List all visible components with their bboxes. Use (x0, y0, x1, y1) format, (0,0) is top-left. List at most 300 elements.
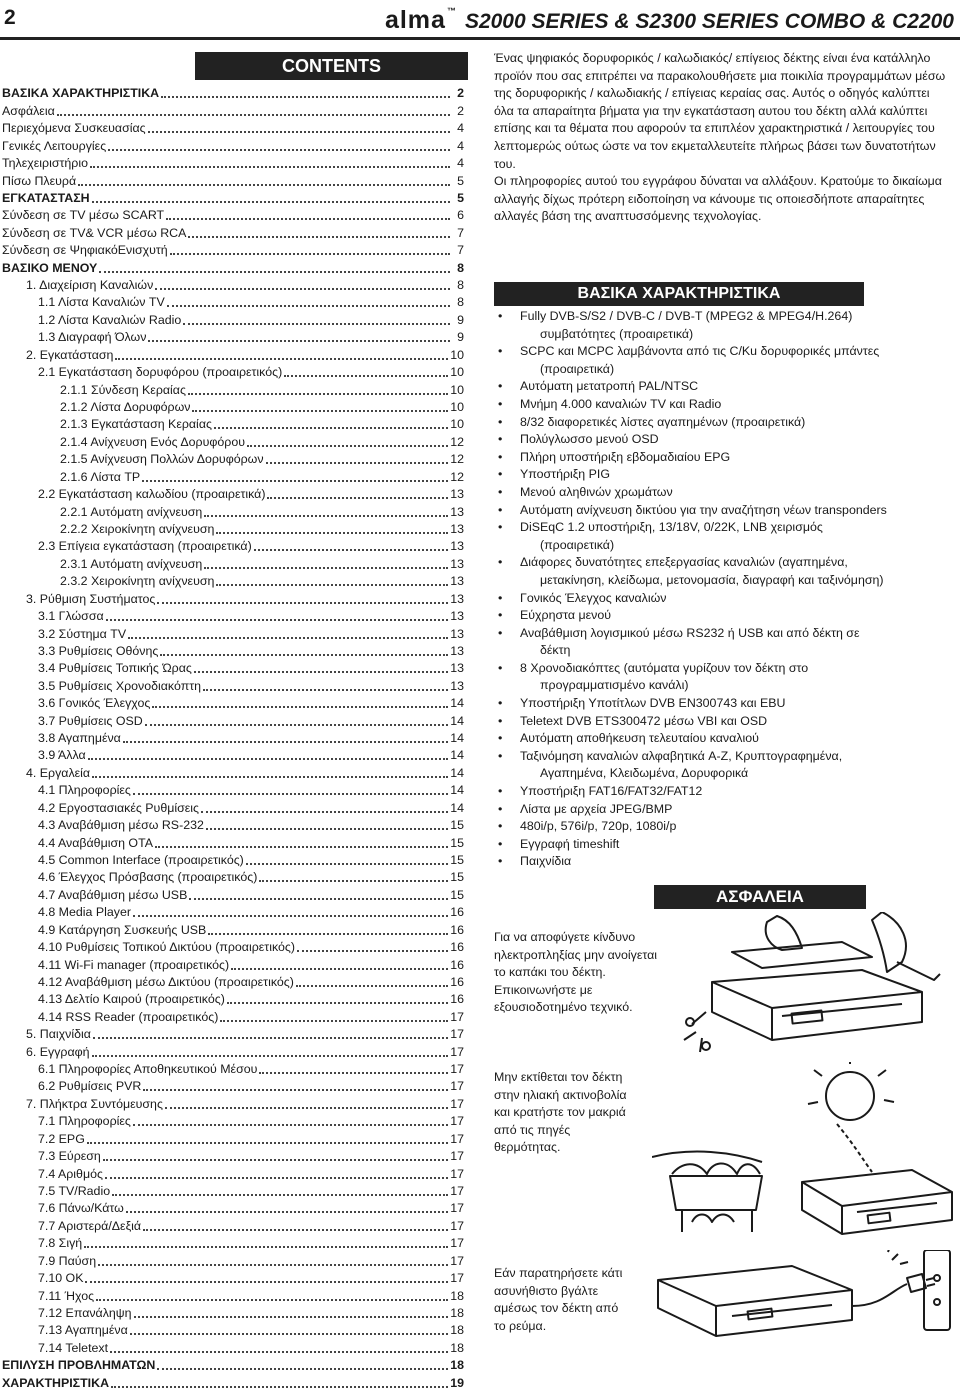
toc-entry-title: 2. Εγκατάσταση (26, 347, 114, 362)
toc-leader-dots (87, 1142, 448, 1144)
heat-warning-illustration (652, 1062, 960, 1250)
toc-entry (0, 955, 464, 972)
toc-entry-title: ΒΑΣΙΚΟ ΜΕΝΟΥ (2, 260, 98, 275)
toc-entry-title: 4.8 Media Player (38, 905, 131, 920)
toc-leader-dots (115, 358, 448, 360)
toc-entry-page: 7 (457, 225, 464, 240)
toc-entry-title: 3.7 Ρυθμίσεις OSD (38, 713, 143, 728)
feature-text: Υποστήριξη Υποτίτλων DVB EN300743 και EBU (520, 696, 786, 711)
toc-entry-page: 17 (450, 1009, 464, 1024)
toc-leader-dots (92, 776, 448, 778)
toc-entry (0, 1199, 464, 1216)
toc-leader-dots (155, 288, 450, 290)
toc-entry (0, 1251, 464, 1268)
toc-leader-dots (208, 933, 448, 935)
toc-entry-page: 16 (450, 940, 464, 955)
toc-entry-title: 3.4 Ρυθμίσεις Τοπικής Ώρας (38, 661, 192, 676)
feature-text: Ταξινόμηση καναλιών αλφαβητικά A-Z, Κρυπτογραφημένα, (520, 748, 843, 763)
toc-leader-dots (126, 1211, 448, 1213)
toc-entry-title: Σύνδεση σε ΨηφιακόΕνισχυτή (2, 243, 168, 258)
toc-entry (0, 1304, 464, 1321)
toc-entry-page: 15 (450, 852, 464, 867)
toc-entry (0, 502, 464, 519)
toc-entry-page: 14 (450, 748, 464, 763)
toc-entry (0, 241, 464, 258)
toc-entry-page: 15 (450, 870, 464, 885)
toc-entry-page: 4 (457, 156, 464, 171)
toc-entry-page: 10 (450, 365, 464, 380)
toc-entry-title: 4.13 Δελτίο Καιρού (προαιρετικός) (38, 992, 225, 1007)
toc-entry-page: 13 (450, 643, 464, 658)
toc-leader-dots (112, 1194, 448, 1196)
toc-entry-page: 13 (450, 539, 464, 554)
toc-entry (0, 432, 464, 449)
feature-text: DiSEqC 1.2 υποστήριξη, 13/18V, 0/22K, LNB χειρισμός (520, 520, 823, 535)
toc-entry-title: 7.1 Πληροφορίες (38, 1114, 131, 1129)
toc-leader-dots (123, 741, 448, 743)
feature-text: Πλήρη υποστήριξη εβδομαδιαίου EPG (520, 449, 731, 464)
unplug-illustration (652, 1250, 960, 1370)
page-number: 2 (4, 6, 16, 29)
toc-entry (0, 293, 464, 310)
toc-entry-page: 4 (457, 121, 464, 136)
toc-entry-page: 18 (450, 1323, 464, 1338)
toc-entry (0, 589, 464, 606)
intro-paragraph-1: Ένας ψηφιακός δορυφορικός / καλωδιακός/ επίγειος δέκτης είναι ένα κατάλληλο προϊόν που σας επιτρέπει να παρακολουθήσετε μια ποικιλία προγραμμάτων μέσω της δορυφορικής / καλωδιακής / επίγειας κεραίας σας. Αυτός ο οδηγός καλύπτει όλα τα απαραίτητα βήματα για την εγκατάσταση αυτου του δέκτη αλλά καλύπτει επίσης και τα θέματα που αφορούν τα επιπλέον χαρακτηριστικά / λειτουργίες του λεπτομερώς ούτως ώστε να τον εκμεταλλευτείτε πλήρως βάσει των δυνατοτήτων του. (494, 51, 946, 171)
safety-warning-1: Για να αποφύγετε κίνδυνο ηλεκτροπληξίας μην ανοίγεται το καπάκι του δέκτη. Επικοινωνήστε με εξουσιοδοτημένο τεχνικό. (494, 930, 658, 1015)
feature-item (494, 554, 950, 589)
feature-item (494, 801, 950, 819)
feature-item (494, 853, 950, 871)
toc-entry-page: 18 (450, 1340, 464, 1355)
toc-entry (0, 154, 464, 171)
toc-entry-title: 7.7 Αριστερά/Δεξιά (38, 1218, 142, 1233)
toc-entry-page: 17 (450, 1201, 464, 1216)
toc-entry (0, 729, 464, 746)
toc-entry (0, 746, 464, 763)
toc-leader-dots (297, 950, 448, 952)
toc-entry-title: 3.2 Σύστημα TV (38, 626, 127, 641)
toc-entry-page: 17 (450, 1131, 464, 1146)
toc-entry (0, 84, 464, 101)
safety-heading: ΑΣΦΑΛΕΙΑ (654, 885, 866, 909)
toc-entry (0, 885, 464, 902)
toc-entry-title: 4.9 Κατάργηση Συσκευής USB (38, 922, 207, 937)
toc-entry-page: 15 (450, 835, 464, 850)
toc-entry-title: 2.2.1 Αυτόματη ανίχνευση (60, 504, 203, 519)
toc-entry (0, 450, 464, 467)
toc-entry-page: 2 (457, 86, 464, 101)
toc-entry-page: 5 (457, 173, 464, 188)
toc-leader-dots (206, 828, 448, 830)
toc-entry-page: 9 (457, 312, 464, 327)
toc-entry-title: 7.13 Αγαπημένα (38, 1323, 128, 1338)
toc-leader-dots (78, 184, 450, 186)
toc-entry-title: Πίσω Πλευρά (2, 173, 77, 188)
toc-entry-title: 2.3 Επίγεια εγκατάσταση (προαιρετικά) (38, 539, 252, 554)
toc-entry-page: 16 (450, 992, 464, 1007)
toc-entry-page: 13 (450, 504, 464, 519)
feature-item (494, 590, 950, 608)
toc-entry (0, 1060, 464, 1077)
feature-text: Αυτόματη αποθήκευση τελευταίου καναλιού (520, 731, 759, 746)
toc-entry-title: 7.4 Αριθμός (38, 1166, 103, 1181)
toc-leader-dots (194, 671, 448, 673)
toc-entry-title: 2.1.3 Εγκατάσταση Κεραίας (60, 417, 212, 432)
toc-entry-title: ΕΓΚΑΤΑΣΤΑΣΗ (2, 190, 90, 205)
toc-entry (0, 868, 464, 885)
toc-leader-dots (167, 305, 450, 307)
toc-leader-dots (161, 96, 450, 98)
toc-entry-title: 3.8 Αγαπημένα (38, 731, 121, 746)
toc-entry-title: 2.1 Εγκατάσταση δορυφόρου (προαιρετικός) (38, 365, 283, 380)
feature-text: 8/32 διαφορετικές λίστες αγαπημένων (προαιρετικά) (520, 414, 806, 429)
toc-entry-page: 13 (450, 556, 464, 571)
feature-item (494, 713, 950, 731)
feature-text: Αυτόματη ανίχνευση δικτύου για την αναζήτηση νέων transponders (520, 502, 887, 517)
toc-entry-title: 4.1 Πληροφορίες (38, 783, 131, 798)
toc-entry-title: 2.3.2 Χειροκίνητη ανίχνευση (60, 574, 215, 589)
toc-entry-page: 18 (450, 1358, 464, 1373)
toc-entry-page: 13 (450, 574, 464, 589)
toc-entry-title: 2.1.2 Λίστα Δορυφόρων (60, 400, 191, 415)
toc-entry-title: 7.2 EPG (38, 1131, 85, 1146)
toc-entry-title: 4.3 Αναβάθμιση μέσω RS-232 (38, 818, 204, 833)
toc-leader-dots (247, 445, 448, 447)
toc-entry-title: 3.9 Άλλα (38, 748, 86, 763)
toc-entry-title: ΒΑΣΙΚΑ ΧΑΡΑΚΤΗΡΙΣΤΙΚΑ (2, 86, 160, 101)
toc-entry-title: 2.2.2 Χειροκίνητη ανίχνευση (60, 521, 215, 536)
toc-entry-page: 16 (450, 974, 464, 989)
toc-entry-page: 17 (450, 1184, 464, 1198)
toc-entry (0, 136, 464, 153)
toc-leader-dots (160, 654, 448, 656)
toc-leader-dots (204, 515, 448, 517)
toc-entry (0, 520, 464, 537)
toc-entry (0, 990, 464, 1007)
toc-entry-title: 7.11 Ήχος (38, 1288, 95, 1303)
toc-leader-dots (296, 985, 448, 987)
toc-entry (0, 833, 464, 850)
toc-entry (0, 363, 464, 380)
toc-entry (0, 1216, 464, 1233)
toc-entry-page: 13 (450, 609, 464, 624)
toc-leader-dots (108, 149, 450, 151)
toc-entry-page: 13 (450, 678, 464, 693)
toc-entry (0, 1269, 464, 1286)
toc-leader-dots (201, 811, 448, 813)
feature-text: 8 Χρονοδιακόπτες (αυτόματα γυρίζουν τον δέκτη στο (520, 660, 809, 675)
toc-leader-dots (98, 1264, 448, 1266)
toc-leader-dots (183, 323, 450, 325)
feature-item (494, 695, 950, 713)
toc-leader-dots (220, 1020, 448, 1022)
toc-entry-title: 7.6 Πάνω/Κάτω (38, 1201, 124, 1216)
toc-entry-title: 7.8 Σιγή (38, 1236, 83, 1251)
feature-item (494, 730, 950, 748)
toc-leader-dots (148, 131, 450, 133)
toc-entry-title: 2.3.1 Αυτόματη ανίχνευση (60, 556, 203, 571)
toc-leader-dots (148, 340, 450, 342)
toc-entry (0, 415, 464, 432)
toc-entry-title: Σύνδεση σε TV& VCR μέσω RCA (2, 225, 187, 240)
toc-entry-title: 6.2 Ρυθμίσεις PVR (38, 1079, 142, 1094)
toc-entry-page: 10 (450, 382, 464, 397)
toc-leader-dots (88, 758, 449, 760)
toc-entry-page: 15 (450, 818, 464, 833)
toc-entry-title: 7.5 TV/Radio (38, 1184, 111, 1198)
toc-entry-page: 7 (457, 243, 464, 258)
toc-entry-title: 4.6 Έλεγχος Πρόσβασης (προαιρετικός) (38, 870, 258, 885)
toc-title: CONTENTS (195, 52, 468, 80)
toc-entry-title: 4.4 Αναβάθμιση OTA (38, 835, 153, 850)
toc-entry-title: 7.9 Παύση (38, 1253, 97, 1268)
feature-text: Fully DVB-S/S2 / DVB-C / DVB-T (MPEG2 & MPEG4/H.264) (520, 309, 853, 323)
feature-text: Υποστήριξη PIG (520, 467, 610, 482)
toc-entry (0, 798, 464, 815)
toc-leader-dots (99, 271, 450, 273)
toc-leader-dots (143, 1089, 448, 1091)
toc-entry-page: 4 (457, 138, 464, 153)
toc-leader-dots (259, 880, 448, 882)
toc-entry (0, 851, 464, 868)
toc-leader-dots (106, 619, 449, 621)
toc-entry-page: 17 (450, 1236, 464, 1251)
toc-entry (0, 310, 464, 327)
toc-leader-dots (57, 114, 450, 116)
toc-entry-page: 17 (450, 1166, 464, 1181)
feature-item (494, 625, 950, 660)
toc-entry-page: 13 (450, 661, 464, 676)
toc-entry-page: 14 (450, 696, 464, 711)
toc-entry (0, 1338, 464, 1355)
header-rule (0, 37, 960, 40)
toc-entry (0, 101, 464, 118)
toc-entry (0, 171, 464, 188)
feature-text: Teletext DVB ETS300472 μέσω VBI και OSD (520, 713, 768, 728)
toc-leader-dots (231, 968, 448, 970)
toc-leader-dots (133, 915, 448, 917)
feature-item (494, 818, 950, 836)
toc-entry-page: 17 (450, 1149, 464, 1164)
toc-entry (0, 642, 464, 659)
feature-text: Μενού αληθινών χρωμάτων (520, 484, 673, 499)
features-list (494, 308, 950, 871)
toc-leader-dots (157, 1368, 448, 1370)
toc-entry (0, 485, 464, 502)
toc-entry-page: 17 (450, 1253, 464, 1268)
toc-leader-dots (204, 567, 448, 569)
toc-entry-title: 7.3 Εύρεση (38, 1149, 101, 1164)
toc-entry-page: 17 (450, 1096, 464, 1111)
toc-entry-title: 3.1 Γλώσσα (38, 609, 104, 624)
toc-entry-title: Ασφάλεια (2, 103, 55, 118)
feature-text-continuation: μετακίνηση, κλείδωμα, μετονομασία, διαγραφή και ταξινόμηση) (540, 572, 884, 587)
toc-entry (0, 973, 464, 990)
feature-item (494, 431, 950, 449)
feature-item (494, 519, 950, 554)
feature-item (494, 484, 950, 502)
toc-entry-page: 14 (450, 731, 464, 746)
intro-paragraph-2: Οι πληροφορίες αυτού του εγγράφου δύναται να αλλάξουν. Κρατούμε το δικαίωμα αλλαγής δίχως πρότερη ειδοποίηση να κάνουμε τις οποιεσδήποτε απαραίτητες αλλαγές βάση της αναπτυσσόμενης τεχνολογίας. (494, 174, 942, 224)
toc-entry-title: 4.12 Αναβάθμιση μέσω Δικτύου (προαιρετικός) (38, 974, 294, 989)
toc-leader-dots (152, 706, 448, 708)
toc-leader-dots (84, 1246, 448, 1248)
toc-entry-title: 1. Διαχείριση Καναλιών (26, 278, 154, 293)
feature-item (494, 502, 950, 520)
toc-leader-dots (189, 898, 448, 900)
toc-entry (0, 276, 464, 293)
toc-entry (0, 345, 464, 362)
toc-entry-title: 2.1.1 Σύνδεση Κεραίας (60, 382, 186, 397)
feature-text: Πολύγλωσσο μενού OSD (520, 432, 659, 447)
toc-entry-title: 4. Εργαλεία (26, 765, 91, 780)
feature-text: Λίστα με αρχεία JPEG/BMP (520, 801, 673, 816)
toc-entry-title: 2.2 Εγκατάσταση καλωδίου (προαιρετικά) (38, 487, 266, 502)
brand-logo: alma™ (384, 6, 457, 34)
toc-entry-title: 7.10 OK (38, 1271, 84, 1286)
toc-entry (0, 537, 464, 554)
toc-entry-page: 17 (450, 1027, 464, 1042)
feature-text-continuation: προγραμματισμένο κανάλι) (540, 678, 689, 693)
toc-entry-page: 10 (450, 400, 464, 415)
safety-warning-3: Εάν παρατηρήσετε κάτι ασυνήθιστο βγάλτε αμέσως τον δέκτη από το ρεύμα. (494, 1266, 623, 1333)
toc-entry-page: 5 (457, 190, 464, 205)
toc-entry (0, 1286, 464, 1303)
feature-item (494, 836, 950, 854)
toc-entry (0, 1007, 464, 1024)
toc-entry-page: 17 (450, 1062, 464, 1077)
toc-entry-page: 16 (450, 957, 464, 972)
toc-entry-title: 5. Παιχνίδια (26, 1027, 91, 1042)
toc-entry-title: ΕΠΙΛΥΣΗ ΠΡΟΒΛΗΜΑΤΩΝ (2, 1358, 156, 1373)
feature-item (494, 449, 950, 467)
toc-entry-page: 12 (450, 452, 464, 467)
toc-entry-page: 10 (450, 417, 464, 432)
feature-item (494, 660, 950, 695)
feature-text: Γονικός Έλεγχος καναλιών (520, 590, 667, 605)
toc-entry (0, 1182, 464, 1199)
toc-leader-dots (133, 1124, 448, 1126)
toc-leader-dots (246, 863, 448, 865)
toc-leader-dots (155, 846, 448, 848)
toc-leader-dots (165, 1107, 448, 1109)
toc-entry-title: Γενικές Λειτουργίες (2, 138, 107, 153)
toc-entry-page: 16 (450, 922, 464, 937)
feature-text-continuation: δέκτη (540, 643, 571, 658)
toc-entry-page: 6 (457, 208, 464, 223)
feature-text: Αναβάθμιση λογισμικού μέσω RS232 ή USB και από δέκτη σε (520, 625, 860, 640)
toc-entry-page: 18 (450, 1288, 464, 1303)
toc-entry-title: Περιεχόμενα Συσκευασίας (2, 121, 146, 136)
toc-entry-page: 12 (450, 434, 464, 449)
toc-leader-dots (203, 689, 448, 691)
feature-text-continuation: Αγαπημένα, Κλειδωμένα, Δορυφορικά (540, 766, 749, 781)
toc-leader-dots (214, 427, 448, 429)
toc-leader-dots (216, 584, 448, 586)
toc-leader-dots (85, 1281, 448, 1283)
features-heading: ΒΑΣΙΚΑ ΧΑΡΑΚΤΗΡΙΣΤΙΚΑ (494, 282, 864, 306)
toc-leader-dots (227, 1002, 448, 1004)
toc-entry (0, 694, 464, 711)
feature-item (494, 414, 950, 432)
toc-entry-title: 7. Πλήκτρα Συντόμευσης (26, 1096, 163, 1111)
toc-entry (0, 206, 464, 223)
toc-entry-page: 13 (450, 521, 464, 536)
toc-entry-page: 17 (450, 1218, 464, 1233)
toc-leader-dots (266, 462, 449, 464)
toc-entry-title: 7.12 Επανάληψη (38, 1305, 132, 1320)
toc-entry-page: 17 (450, 1044, 464, 1059)
feature-item (494, 783, 950, 801)
toc-entry-title: 4.2 Εργοστασιακές Ρυθμίσεις (38, 800, 200, 815)
toc-entry-title: 6. Εγγραφή (26, 1044, 90, 1059)
toc-leader-dots (267, 497, 448, 499)
toc-entry (0, 328, 464, 345)
toc-entry (0, 467, 464, 484)
toc-entry (0, 816, 464, 833)
toc-entry-page: 13 (450, 487, 464, 502)
toc-leader-dots (90, 166, 450, 168)
toc-entry-page: 19 (450, 1375, 464, 1390)
page-header (0, 0, 960, 40)
toc-leader-dots (188, 393, 448, 395)
toc-leader-dots (254, 549, 448, 551)
toc-entry (0, 223, 464, 240)
toc-entry-title: Σύνδεση σε TV μέσω SCART (2, 208, 165, 223)
toc-leader-dots (96, 1299, 448, 1301)
toc-leader-dots (111, 1386, 448, 1388)
toc-entry-title: 2.1.4 Ανίχνευση Ενός Δορυφόρου (60, 434, 245, 449)
toc-entry (0, 607, 464, 624)
toc-entry (0, 572, 464, 589)
toc-list (0, 84, 464, 1391)
toc-entry (0, 398, 464, 415)
toc-entry (0, 1147, 464, 1164)
toc-entry (0, 711, 464, 728)
toc-leader-dots (216, 532, 448, 534)
toc-entry (0, 1077, 464, 1094)
toc-entry-title: 4.7 Αναβάθμιση μέσω USB (38, 887, 188, 902)
toc-leader-dots (130, 1333, 448, 1335)
toc-entry-page: 12 (450, 469, 464, 484)
safety-warning-2: Μην εκτίθεται τον δέκτη στην ηλιακή ακτινοβολία και κρατήστε τον μακριά από τις πηγές θερμότητας. (494, 1070, 627, 1155)
toc-leader-dots (92, 1055, 449, 1057)
toc-leader-dots (166, 218, 450, 220)
feature-text: Εγγραφή timeshift (520, 836, 620, 851)
toc-leader-dots (92, 201, 450, 203)
toc-leader-dots (133, 793, 448, 795)
toc-entry (0, 1129, 464, 1146)
toc-leader-dots (143, 1229, 448, 1231)
toc-entry (0, 1356, 464, 1373)
toc-entry (0, 119, 464, 136)
intro-text (494, 50, 952, 226)
toc-leader-dots (259, 1072, 448, 1074)
feature-text: Μνήμη 4.000 καναλιών TV και Radio (520, 396, 722, 411)
toc-entry-title: 4.5 Common Interface (προαιρετικός) (38, 852, 244, 867)
feature-item (494, 396, 950, 414)
toc-entry-page: 9 (457, 330, 464, 345)
toc-leader-dots (170, 253, 450, 255)
toc-leader-dots (105, 1177, 448, 1179)
toc-entry-page: 14 (450, 765, 464, 780)
toc-leader-dots (188, 236, 450, 238)
feature-text-continuation: συμβατότητες (προαιρετικά) (540, 326, 694, 341)
toc-entry (0, 1025, 464, 1042)
toc-entry-page: 15 (450, 887, 464, 902)
toc-entry-page: 18 (450, 1305, 464, 1320)
